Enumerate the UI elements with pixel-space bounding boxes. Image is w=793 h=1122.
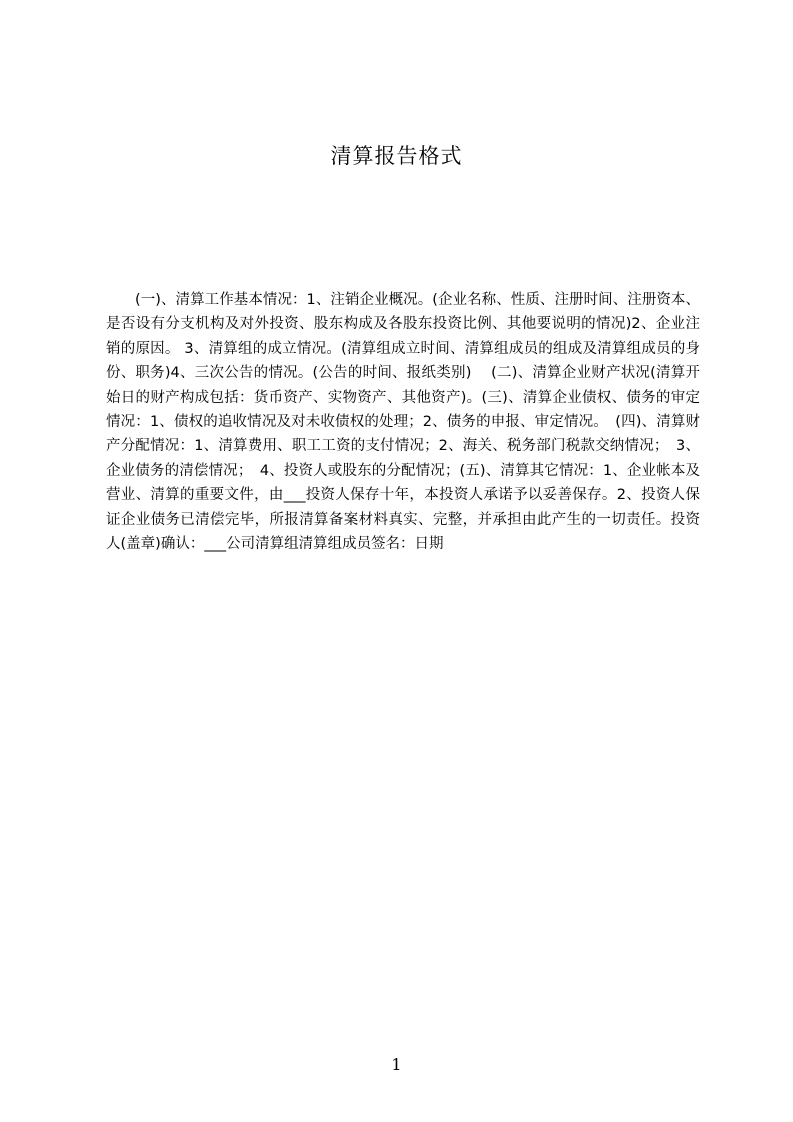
document-body-paragraph: (一)、清算工作基本情况：1、注销企业概况。(企业名称、性质、注册时间、注册资本、是否设有分支机构及对外投资、股东构成及各股东投资比例、其他要说明的情况)2、企业注销的原因。 3、清算组的成立情况。(清算组成立时间、清算组成员的组成及清算组成员的身份、职务)4、三次公告的情况。(公告的时间、报纸类别) (二)、清算企业财产状况(清算开始日的财产构成包括：货币资产、实物资产、其他资产)。(三)、清算企业债权、债务的审定情况：1、债权的追收情况及对未收债权的处理；2、债务的申报、审定情况。 (四)、清算财产分配情况：1、清算费用、职工工资的支付情况；2、海关、税务部门税款交纳情况； 3、企业债务的清偿情况； 4、投资人或股东的分配情况；(五)、清算其它情况：1、企业帐本及营业、清算的重要文件，由___投资人保存十年，本投资人承诺予以妥善保存。2、投资人保证企业债务已清偿完毕，所报清算备案材料真实、完整，并承担由此产生的一切责任。投资人(盖章)确认：___公司清算组清算组成员签名：日期 [106,292,700,553]
page-number: 1 [391,1055,402,1074]
document-title: 清算报告格式 [330,144,463,168]
